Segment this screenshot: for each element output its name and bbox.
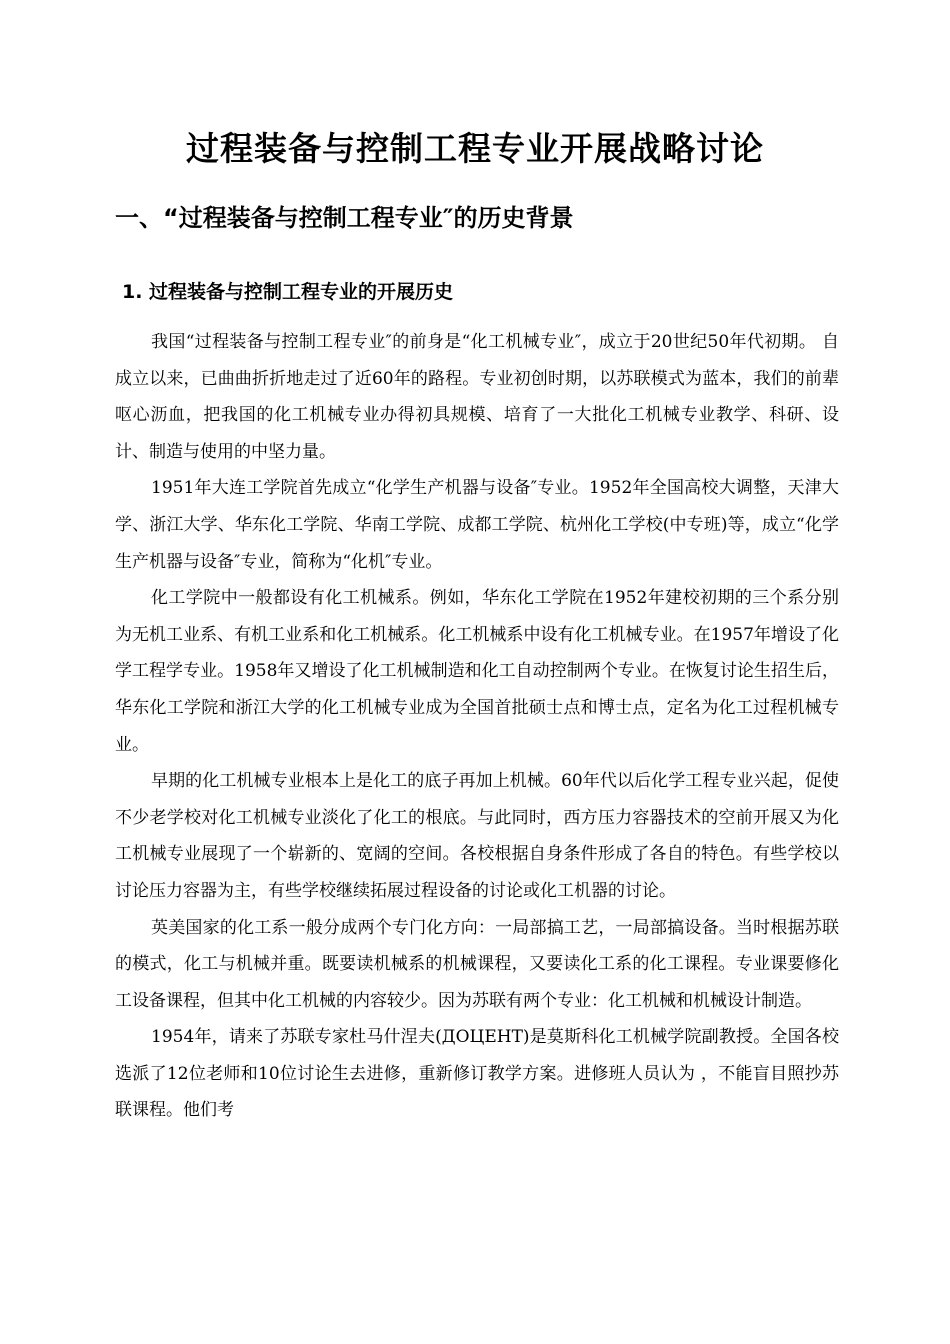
paragraph: 英美国家的化工系一般分成两个专门化方向：一局部搞工艺，一局部搞设备。当时根据苏联的模式，化工与机械并重。既要读机械系的机械课程，又要读化工系的化工课程。专业课要修化工设备课程，但其中化工机械的内容较少。因为苏联有两个专业：化工机械和机械设计制造。 xyxy=(115,917,839,1011)
paragraph: 我国“过程装备与控制工程专业″的前身是“化工机械专业″，成立于20世纪50年代初期。 自成立以来，已曲曲折折地走过了近60年的路程。专业初创时期，以苏联模式为蓝本，我们的前辈呕心沥血，把我国的化工机械专业办得初具规模、培育了一大批化工机械专业教学、科研、设计、制造与使用的中坚力量。 xyxy=(115,332,839,462)
document-title: 过程装备与控制工程专业开展战略讨论 xyxy=(186,129,764,168)
body-text xyxy=(115,324,839,1129)
subsection-heading: 1. 过程装备与控制工程专业的开展历史 xyxy=(122,281,454,303)
paragraph: 化工学院中一般都设有化工机械系。例如，华东化工学院在1952年建校初期的三个系分别为无机工业系、有机工业系和化工机械系。化工机械系中设有化工机械专业。在1957年增设了化学工程学专业。1958年又增设了化工机械制造和化工自动控制两个专业。在恢复讨论生招生后，华东化工学院和浙江大学的化工机械专业成为全国首批硕士点和博士点，定名为化工过程机械专业。 xyxy=(115,588,839,755)
section-heading: 一、“过程装备与控制工程专业″的历史背景 xyxy=(115,204,574,232)
paragraph: 1951年大连工学院首先成立“化学生产机器与设备″专业。1952年全国高校大调整，天津大学、浙江大学、华东化工学院、华南工学院、成都工学院、杭州化工学校(中专班)等，成立“化学生产机器与设备″专业，简称为“化机″专业。 xyxy=(115,478,839,572)
paragraph: 早期的化工机械专业根本上是化工的底子再加上机械。60年代以后化学工程专业兴起，促使不少老学校对化工机械专业淡化了化工的根底。与此同时，西方压力容器技术的空前开展又为化工机械专业展现了一个崭新的、宽阔的空间。各校根据自身条件形成了各自的特色。有些学校以讨论压力容器为主，有些学校继续拓展过程设备的讨论或化工机器的讨论。 xyxy=(115,771,839,901)
paragraph: 1954年，请来了苏联专家杜马什涅夫(ДОЦЕНТ)是莫斯科化工机械学院副教授。全国各校选派了12位老师和10位讨论生去进修，重新修订教学方案。进修班人员认为 ，不能盲目照抄苏联课程。他们考 xyxy=(115,1027,839,1121)
